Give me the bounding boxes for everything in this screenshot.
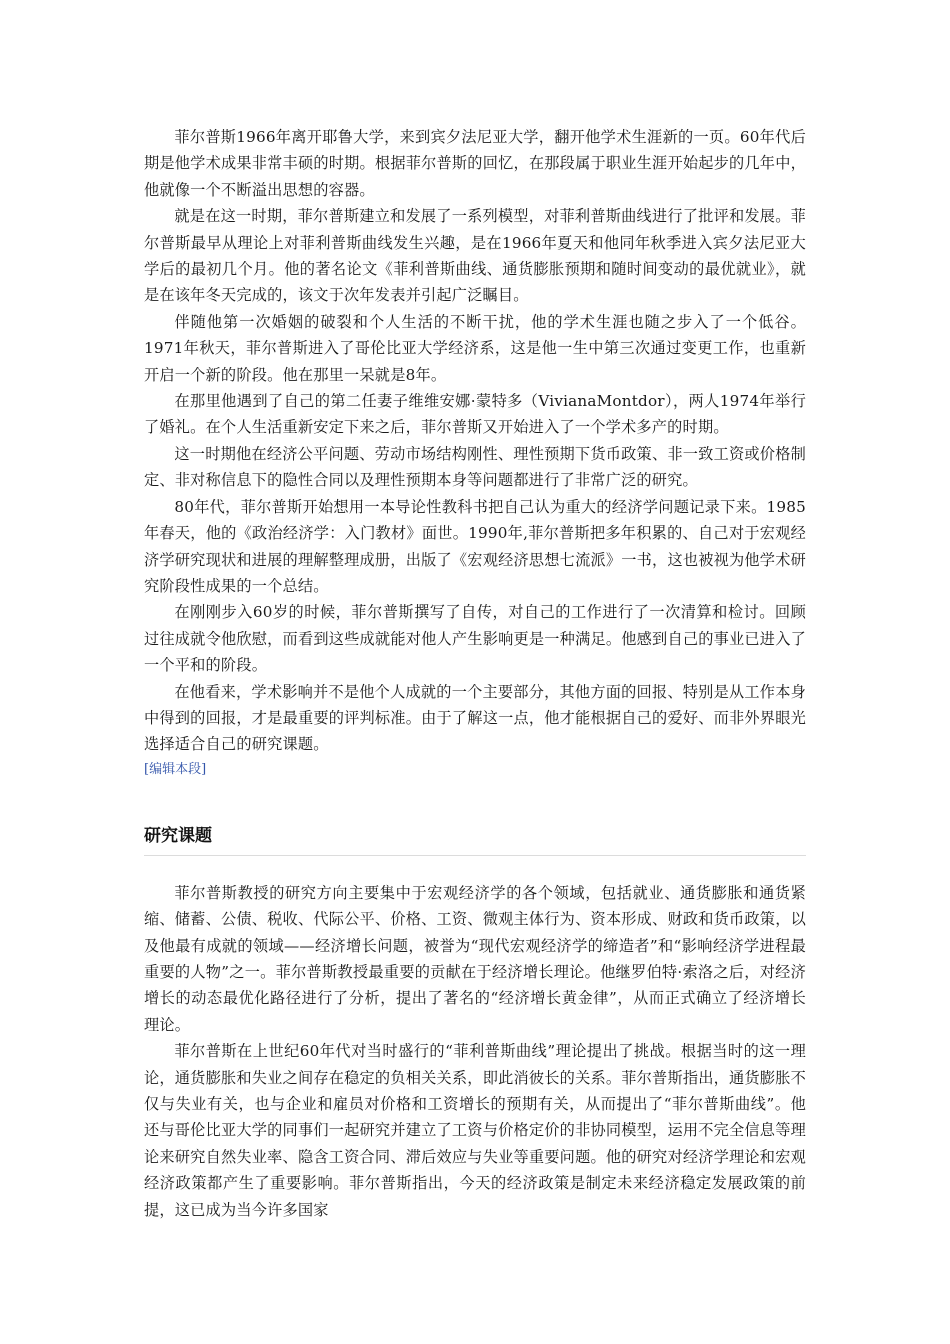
paragraph: 在那里他遇到了自己的第二任妻子维维安娜·蒙特多（VivianaMontdor），两人1974年举行了婚礼。在个人生活重新安定下来之后，菲尔普斯又开始进入了一个学术多产的时期。 [144,392,806,437]
paragraph: 在他看来，学术影响并不是他个人成就的一个主要部分，其他方面的回报、特别是从工作本身中得到的回报，才是最重要的评判标准。由于了解这一点，他才能根据自己的爱好、而非外界眼光选择适合自己的研究课题。 [144,682,806,754]
paragraph: 在刚刚步入60岁的时候，菲尔普斯撰写了自传，对自己的工作进行了一次清算和检讨。回顾过往成就令他欣慰，而看到这些成就能对他人产生影响更是一种满足。他感到自己的事业已进入了一个平和的阶段。 [144,603,806,675]
section-biography [144,124,806,780]
paragraph: 这一时期他在经济公平问题、劳动市场结构刚性、理性预期下货币政策、非一致工资或价格制定、非对称信息下的隐性合同以及理性预期本身等问题都进行了非常广泛的研究。 [144,444,806,490]
edit-section-link[interactable]: [编辑本段] [144,761,207,777]
paragraph: 伴随他第一次婚姻的破裂和个人生活的不断干扰，他的学术生涯也随之步入了一个低谷。1971年秋天，菲尔普斯进入了哥伦比亚大学经济系，这是他一生中第三次通过变更工作，也重新开启一个新的阶段。他在那里一呆就是8年。 [144,312,806,384]
paragraph: 就是在这一时期，菲尔普斯建立和发展了一系列模型，对菲利普斯曲线进行了批评和发展。菲尔普斯最早从理论上对菲利普斯曲线发生兴趣，是在1966年夏天和他同年秋季进入宾夕法尼亚大学后的最初几个月。他的著名论文《菲利普斯曲线、通货膨胀预期和随时间变动的最优就业》，就是在该年冬天完成的，该文于次年发表并引起广泛瞩目。 [144,207,806,305]
paragraph: 80年代，菲尔普斯开始想用一本导论性教科书把自己认为重大的经济学问题记录下来。1985年春天，他的《政治经济学：入门教材》面世。1990年,菲尔普斯把多年积累的、自己对于宏观经济学研究现状和进展的理解整理成册，出版了《宏观经济思想七流派》一书，这也被视为他学术研究阶段性成果的一个总结。 [144,497,806,595]
paragraph: 菲尔普斯在上世纪60年代对当时盛行的“菲利普斯曲线”理论提出了挑战。根据当时的这一理论，通货膨胀和失业之间存在稳定的负相关关系，即此消彼长的关系。菲尔普斯指出，通货膨胀不仅与失业有关，也与企业和雇员对价格和工资增长的预期有关，从而提出了“菲尔普斯曲线”。他还与哥伦比亚大学的同事们一起研究并建立了工资与价格定价的非协同模型，运用不完全信息等理论来研究自然失业率、隐含工资合同、滞后效应与失业等重要问题。他的研究对经济学理论和宏观经济政策都产生了重要影响。菲尔普斯指出，今天的经济政策是制定未来经济稳定发展政策的前提，这已成为当今许多国家 [144,1042,806,1219]
paragraph: 菲尔普斯教授的研究方向主要集中于宏观经济学的各个领域，包括就业、通货膨胀和通货紧缩、储蓄、公债、税收、代际公平、价格、工资、微观主体行为、资本形成、财政和货币政策，以及他最有成就的领域——经济增长问题，被誉为“现代宏观经济学的缔造者”和“影响经济学进程最重要的人物”之一。菲尔普斯教授最重要的贡献在于经济增长理论。他继罗伯特·索洛之后，对经济增长的动态最优化路径进行了分析，提出了著名的“经济增长黄金律”，从而正式确立了经济增长理论。 [144,883,806,1034]
article-body [144,124,806,1223]
paragraph: 菲尔普斯1966年离开耶鲁大学，来到宾夕法尼亚大学，翻开他学术生涯新的一页。60年代后期是他学术成果非常丰硕的时期。根据菲尔普斯的回忆，在那段属于职业生涯开始起步的几年中，他就像一个不断溢出思想的容器。 [144,128,806,199]
section-heading-research: 研究课题 [144,824,806,856]
section-research [144,880,806,1223]
